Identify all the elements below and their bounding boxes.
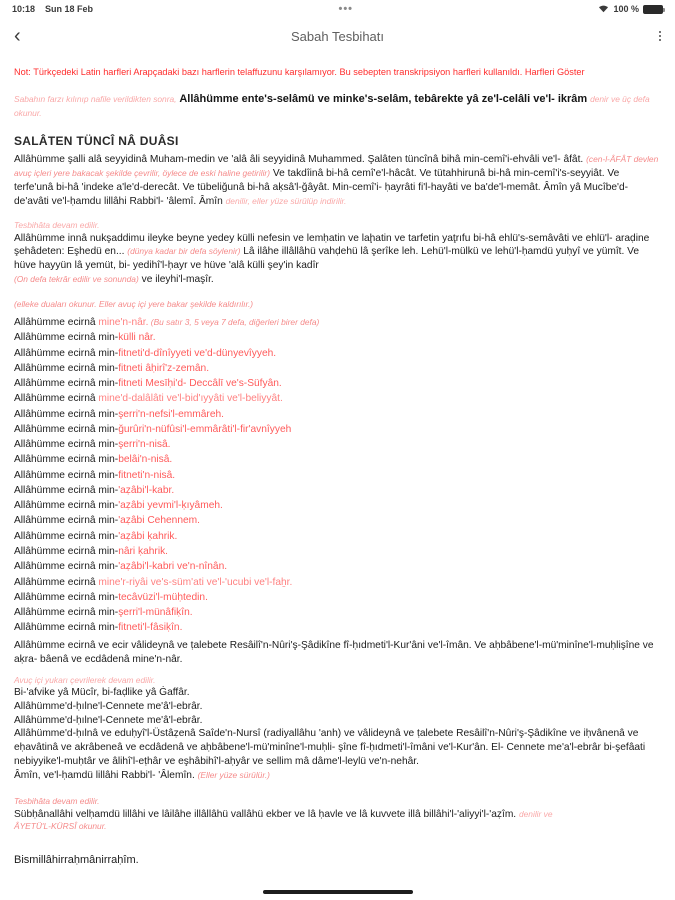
salaten-line-4: fi'l-hayâti ve ba'de'l-memât. Âmîn yâ Mucîbe'd-de'avâti ve'l-ḥamdu lillâhi Rabbi'l- 'âlemî. Âmîn — [14, 181, 629, 207]
salaten-line-3: bi-hâ min-cemî'i's-seyyiât. Ve terfe'unâ bi-hâ 'indeke a'le'd-derecât. Ve tübeliğunâ bi-hâ aḳsâ'l-ğâyât. Min-cemî'i- ḥayrâti — [14, 167, 620, 193]
ecirna-phrase: 'aẓâbi Cehennem. — [118, 515, 200, 527]
nuksaddimu-tail — [14, 273, 661, 287]
subhanallah-hint-after-a: denilir ve — [518, 808, 553, 819]
ecirna-intro-hint: (elleke duaları okunur. Eller avuç içi yere bakar şekilde kaldırılır.) — [14, 298, 254, 309]
ecirna-connector: min- — [98, 607, 119, 619]
ecirna-phrase: mine'd-dalâlâti ve'l-bid'ıyyâti ve'l-beliyyât. — [98, 393, 283, 405]
nuksaddimu-hint-after: (On defa tekrâr edilir ve sonunda) — [14, 273, 139, 284]
salaten-hint-2: denilir, eller yüze sürülüp indirilir. — [225, 195, 347, 206]
ecirna-phrase: 'aẓâbi yevmi'l-ḳıyâmeh. — [118, 500, 223, 512]
afvike-line-3: Allâhümme'd-ḥılne'l-Cennete me'â'l-ebrâr. — [14, 714, 203, 726]
status-bar — [0, 0, 675, 18]
ecirna-phrase: 'aẓâbi ḳahrik. — [118, 530, 178, 542]
ecirna-list-item — [14, 484, 661, 498]
intro-paragraph — [14, 92, 661, 121]
nuksaddimu-hint-mid: (dünya kadar bir defa söylenir) — [127, 246, 241, 257]
navigation-bar — [0, 18, 675, 54]
ecirna-phrase: belâi'n-nisâ. — [118, 454, 173, 466]
afvike-line-5: iḥvânenâ ve eḥavâtinâ ve akrâbeneâ ve ecdâdenâ ve aḥbâbene'l-mü'minîne'l-muḥli- şîne fî-ḥıdmeti'l-îmâni ve'l-Kur'ân. El- — [14, 728, 639, 754]
ecirna-list-item — [14, 606, 661, 620]
subhanallah-block — [14, 796, 661, 832]
afvike-hint-after: (Eller yüze sürülür.) — [197, 769, 270, 780]
ecirna-list-item — [14, 423, 661, 437]
ecirna-phrase: şerri'n-nisâ. — [118, 439, 171, 451]
ecirna-connector: min- — [98, 500, 119, 512]
ecirna-connector: min- — [98, 423, 119, 435]
ecirna-list-item — [14, 560, 661, 574]
ecirna-list-item — [14, 362, 661, 376]
ecirna-phrase: fitneti Mesīḥi'd- Deccâlī ve's-Süfyân. — [118, 378, 282, 390]
chevron-left-icon[interactable]: ‹ — [14, 25, 21, 47]
wifi-icon — [598, 5, 609, 13]
ecirna-list-item — [14, 469, 661, 483]
status-center-dots: ••• — [338, 3, 354, 15]
ecirna-list-item — [14, 377, 661, 391]
nuksaddimu-line-2b: Lâ ilâhe illâllâhü vahḍehü lâ şerîke leh. Lehü'l-mülkü ve — [243, 246, 493, 258]
ecirna-list-item — [14, 392, 661, 406]
ecirna-prefix: Allâhümme ecirnâ — [14, 530, 99, 542]
status-date: Sun 18 Feb — [45, 4, 94, 14]
page-title: Sabah Tesbihatı — [291, 28, 384, 44]
ecirna-connector: min- — [98, 622, 119, 634]
ecirna-list-item — [14, 591, 661, 605]
ecirna-connector: min- — [98, 530, 119, 542]
ecirna-phrase: 'aẓâbi'l-kabr. — [118, 484, 175, 496]
ecirna-list-item — [14, 514, 661, 528]
section-title-salaten: SALÂTEN TÜNCÎ NÂ DUÂSI — [14, 134, 179, 149]
ecirna-prefix: Allâhümme ecirnâ — [14, 317, 99, 329]
afvike-line-4: Allâhümme'd-ḥılnâ ve eduḥyî'l-Üstâẓenâ Saîde'n-Nursî (radiyallâhu 'anh) ve vâlideynâ ve ṭalebete Resâilî'n-Nûri'ş-Şâdikîne ve — [14, 728, 581, 740]
ecirna-phrase: külli nâr. — [118, 332, 156, 344]
ecirna-phrase: fitneti'l-fâsiḳîn. — [118, 622, 183, 634]
ecirna-list-item — [14, 621, 661, 635]
afvike-line-7: Âmîn, ve'l-ḥamdü lillâhi Rabbi'l- 'Âlemîn. — [14, 769, 195, 781]
ecirna-prefix: Allâhümme ecirnâ — [14, 576, 99, 588]
note-text: Not: Türkçedeki Latin harfleri Arapçadaki bazı harflerin telaffuzunu karşılamıyor. Bu sebepten transkripsiyon harfleri kullanıldı. — [14, 67, 523, 77]
afvike-tail — [14, 769, 661, 783]
ecirna-connector: min- — [98, 408, 119, 420]
ecirna-phrase: ğurûri'n-nüfûsi'l-emmârâti'l-fir'avnîyyeh — [118, 423, 292, 435]
ecirna-connector: min- — [98, 378, 119, 390]
ecirna-final-paragraph: Allâhümme ecirnâ ve ecir vâlideynâ ve ṭalebete Resâilî'n-Nûri'ş-Şâdikîne fî-ḥıdmeti'l-Kur'âni ve'l-îmân. Ve aḥbâbene'l-mü'minîne'l-muḥlişîne ve aḳra- bâenâ ve ecdâdenâ mine'n-nâr. — [14, 640, 654, 665]
ecirna-phrase: mine'r-riyâi ve's-süm'ati ve'l-'ucubi ve'l-faẖr. — [98, 576, 293, 588]
show-letters-link[interactable]: Harfleri Göster — [524, 67, 585, 77]
afvike-line-6: Cennete me'a'l-ebrâr bi-şefâati nebiyyike'l-muḥtâr ve âlihî'l-eṭhâr ve eşhâbihî'l-aḥyâr ve sellim mâ dâme'l-leylü ve'n-nehâr. — [14, 742, 646, 767]
intro-hint-after: denir ve üç defa okunur. — [14, 94, 650, 119]
ecirna-prefix: Allâhümme ecirnâ — [14, 393, 99, 405]
subhanallah-hint-after-b: ÂYETÜ'L-KÜRSÎ okunur. — [14, 821, 107, 832]
subhanallah-line: Sübḥânallâhi velḥamdü lillâhi ve lâilâhe illâllâhü vallâhü ekber ve lâ ḥavle ve lâ kuvvete illâ billâhi'l-'aliyyi'l-'aẓîm. — [14, 808, 517, 820]
ecirna-connector: min- — [98, 515, 119, 527]
ecirna-phrase: şerri'l-münâfiḳîn. — [118, 607, 193, 619]
intro-main-text: Allâhümme ente's-selâmü ve minke's-selâm, tebârekte yâ ze'l-celâli ve'l- ikrâm — [179, 93, 588, 106]
nuksaddimu-after-text: ve ileyhi'l-maşîr. — [141, 273, 214, 285]
ecirna-section — [14, 299, 661, 667]
ecirna-list-item — [14, 530, 661, 544]
afvike-hint-before: Avuç içi yukarı çevrilerek devam edilir. — [14, 674, 156, 685]
ecirna-list — [14, 316, 661, 635]
ecirna-prefix: Allâhümme ecirnâ — [14, 591, 99, 603]
ecirna-phrase: şerri'n-nefsi'l-emmâreh. — [118, 408, 224, 420]
ecirna-prefix: Allâhümme ecirnâ — [14, 423, 99, 435]
salaten-hint-1: (cen-l-ÂFÂT devlen avuç içleri yere bakacak şekilde çevrilir, öylece de eski haline getirilir) — [14, 154, 659, 178]
afvike-line-1: Bi-'afvike yâ Mücîr, bi-faḍlike yâ Ġaffâr. — [14, 686, 190, 698]
ecirna-connector: min- — [98, 469, 119, 481]
ecirna-prefix: Allâhümme ecirnâ — [14, 484, 99, 496]
ecirna-connector: min- — [98, 454, 119, 466]
ecirna-prefix: Allâhümme ecirnâ — [14, 546, 99, 558]
ecirna-connector: min- — [98, 347, 119, 359]
afvike-block — [14, 675, 661, 783]
nuksaddimu-hint-before: Tesbihâta devam edilir. — [14, 220, 100, 231]
status-time: 10:18 — [12, 4, 36, 14]
battery-icon — [643, 5, 663, 14]
ecirna-list-item — [14, 453, 661, 467]
battery-percent-label: 100 % — [613, 4, 639, 14]
ecirna-prefix: Allâhümme ecirnâ — [14, 561, 99, 573]
ecirna-phrase: tecâvüzi'l-müḥtedin. — [118, 591, 208, 603]
ecirna-connector: min- — [98, 546, 119, 558]
ecirna-prefix: Allâhümme ecirnâ — [14, 439, 99, 451]
salaten-line-2a: âfât. — [563, 154, 584, 166]
ecirna-connector: min- — [98, 439, 119, 451]
ecirna-prefix: Allâhümme ecirnâ — [14, 622, 99, 634]
afvike-line-2: Allâhümme'd-ḥılne'l-Cennete me'â'l-ebrâr. — [14, 700, 203, 712]
ecirna-phrase: fitneti'n-nisâ. — [118, 469, 176, 481]
document-content — [0, 54, 675, 868]
ecirna-phrase: mine'n-nâr. — [98, 317, 149, 329]
ecirna-phrase: fitneti'd-dînîyyeti ve'd-dünyevîyyeh. — [118, 347, 277, 359]
ecirna-phrase: fitneti âḥirî'z-zemân. — [118, 362, 210, 374]
nuksaddimu-line-2a: ve ehlü'l- araḍine şehâdeten: Eşhedü en... — [14, 232, 650, 258]
home-indicator[interactable] — [263, 890, 413, 894]
ecirna-connector: min- — [98, 591, 119, 603]
ecirna-prefix: Allâhümme ecirnâ — [14, 347, 99, 359]
ecirna-prefix: Allâhümme ecirnâ — [14, 378, 99, 390]
ecirna-list-item — [14, 408, 661, 422]
ecirna-prefix: Allâhümme ecirnâ — [14, 408, 99, 420]
bismillah-line: Bismillâhirraḥmânirraḥîm. — [14, 853, 139, 866]
ecirna-list-item — [14, 499, 661, 513]
ecirna-prefix: Allâhümme ecirnâ — [14, 454, 99, 466]
ecirna-prefix: Allâhümme ecirnâ — [14, 469, 99, 481]
nuksaddimu-line-1: Allâhümme innâ nukşaddimu ileyke beyne yedey külli nefesin ve lemḥatin ve laḩatin ve tarfetin yaţrıfu bi-hâ ehlü's-semâvâti — [14, 232, 570, 244]
nuksaddimu-block — [14, 220, 661, 286]
ecirna-prefix: Allâhümme ecirnâ — [14, 500, 99, 512]
intro-hint-before: Sabahın farzı kılınıp nafile verildikten sonra, — [14, 94, 177, 105]
ecirna-list-item — [14, 316, 661, 330]
salaten-line-1: Allâhümme şalli alâ seyyidinâ Muham-medin ve 'alâ âli seyyidinâ Muhammed. Şalâten tüncînâ bihâ min-cemî'i-ehvâli ve'l- — [14, 154, 561, 166]
ecirna-list-item — [14, 347, 661, 361]
status-bar-left — [12, 4, 93, 14]
ecirna-prefix: Allâhümme ecirnâ — [14, 362, 99, 374]
nuksaddimu-line-3: lehü'l-ḥamdü yuḥyî ve yümît. Ve hüve hayyün lâ yemüt, bi- yedihî'l-ḥayr ve hüve 'alâ külli şey'in kadîr — [14, 246, 640, 272]
ecirna-list-item — [14, 545, 661, 559]
ecirna-prefix: Allâhümme ecirnâ — [14, 607, 99, 619]
ecirna-connector: min- — [98, 484, 119, 496]
transcription-note — [14, 66, 661, 78]
status-bar-right — [598, 4, 663, 14]
ecirna-list-item — [14, 438, 661, 452]
ecirna-connector: min- — [98, 332, 119, 344]
ecirna-prefix: Allâhümme ecirnâ — [14, 332, 99, 344]
ecirna-connector: min- — [98, 561, 119, 573]
subhanallah-hint-before: Tesbihâta devam edilir. — [14, 796, 100, 807]
ecirna-phrase: 'aẓâbi'l-kabri ve'n-nînân. — [118, 561, 228, 573]
ecirna-list-item — [14, 331, 661, 345]
salaten-line-2b: Ve takdîinâ bi-hâ cemî'e'l-hâcât. Ve tütahhirunâ — [272, 167, 486, 179]
ecirna-phrase: nâri ḳahrik. — [118, 546, 169, 558]
salaten-tuncina-block — [14, 153, 661, 208]
ecirna-repeat-hint: (Bu satır 3, 5 veya 7 defa, diğerleri birer defa) — [148, 317, 320, 328]
ecirna-list-item — [14, 576, 661, 590]
ecirna-connector: min- — [98, 362, 119, 374]
ecirna-prefix: Allâhümme ecirnâ — [14, 515, 99, 527]
